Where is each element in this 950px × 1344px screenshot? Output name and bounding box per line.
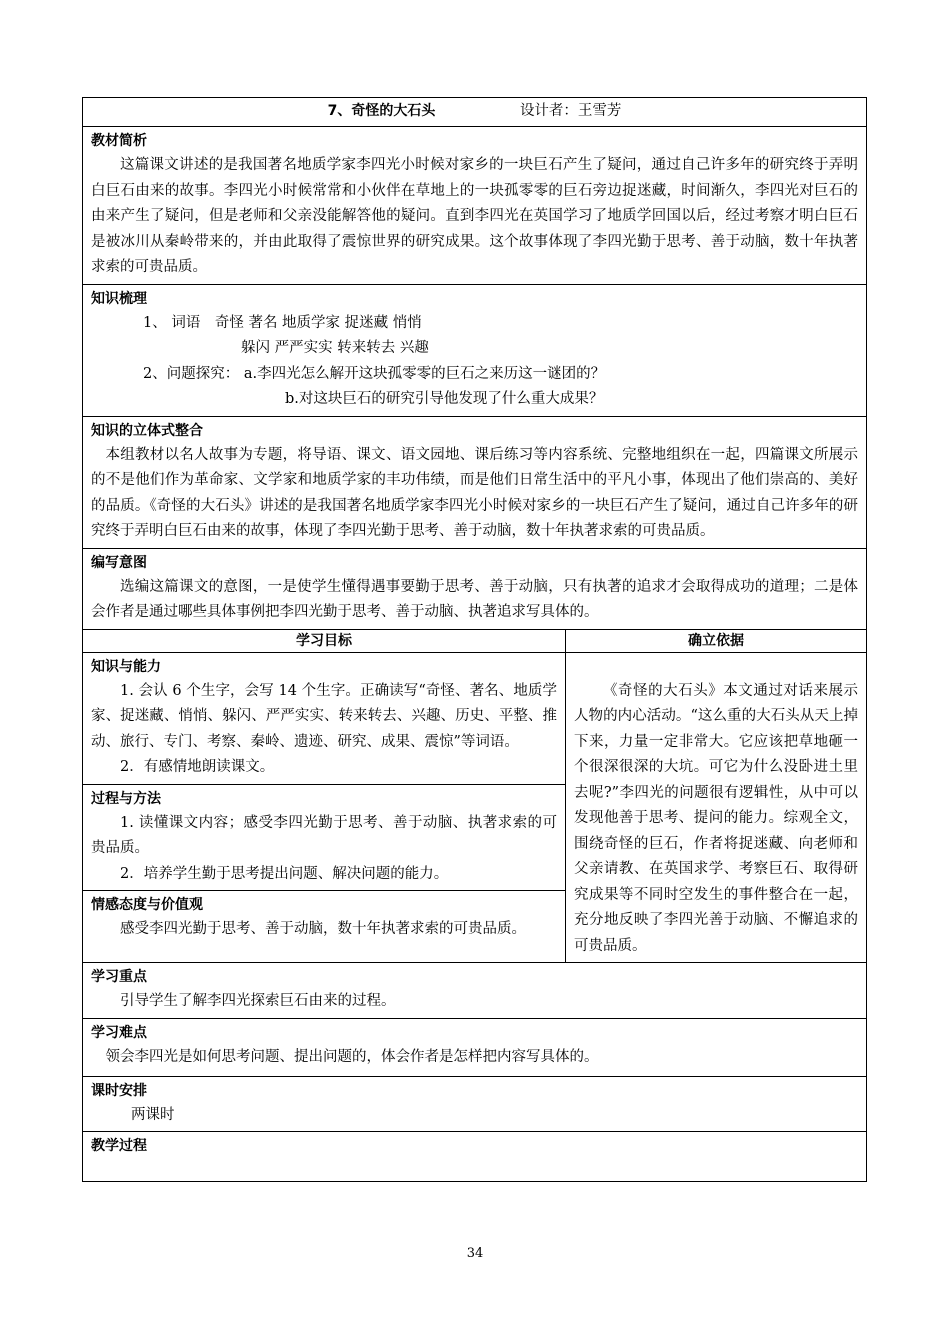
section-zhenghe [83,416,867,548]
basis-cell [566,652,867,963]
section-heading: 学习难点 [91,1024,147,1041]
goals-table [83,653,565,946]
lesson-title: 7、奇怪的大石头 [327,103,436,119]
section-heading: 知识梳理 [91,290,147,307]
section-keshi [83,1076,867,1132]
section-text: 这篇课文讲述的是我国著名地质学家李四光小时候对家乡的一块巨石产生了疑问，通过自己许多年的研究终于弄明白巨石由来的故事。李四光小时候常常和小伙伴在草地上的一块孤零零的巨石旁边捉迷藏，时间渐久，李四光对巨石的由来产生了疑问，但是老师和父亲没能解答他的疑问。直到李四光在英国学习了地质学回国以后，经过考察才明白巨石是被冰川从秦岭带来的，并由此取得了震惊世界的研究成果。这个故事体现了李四光勤于思考、善于动脑，数十年执著求索的可贵品质。 [91,157,859,275]
column-header-goals: 学习目标 [83,629,566,652]
section-text: 选编这篇课文的意图，一是使学生懂得遇事要勤于思考、善于动脑，只有执著的追求才会取得成功的道理；二是体会作者是通过哪些具体事例把李四光勤于思考、善于动脑、执著追求写具体的。 [91,578,859,620]
goals-row [83,652,867,963]
section-text: 本组教材以名人故事为专题，将导语、课文、语文园地、课后练习等内容系统、完整地组织在一起，四篇课文所展示的不是他们作为革命家、文学家和地质学家的丰功伟绩，而是他们日常生活中的平凡小事，体现出了他们崇高的、美好的品质。《奇怪的大石头》讲述的是我国著名地质学家李四光小时候对家乡的一块巨石产生了疑问，通过自己许多年的研究终于弄明白巨石由来的故事，体现了李四光勤于思考、善于动脑，数十年执著求索的可贵品质。 [91,446,859,539]
section-text: 领会李四光是如何思考问题、提出问题的，体会作者是怎样把内容写具体的。 [105,1048,599,1065]
lesson-plan-table [82,97,867,1182]
goal-text: 2．培养学生勤于思考提出问题、解决问题的能力。 [120,865,449,882]
goal-text: 感受李四光勤于思考、善于动脑，数十年执著求索的可贵品质。 [120,921,526,937]
section-yitu [83,548,867,629]
section-nandian [83,1018,867,1076]
vocab-line-1: 1、 词语 奇怪 著名 地质学家 捉迷藏 悄悄 [143,314,422,331]
basis-text: 《奇怪的大石头》本文通过对话来展示人物的内心活动。“这么重的大石头从天上掉下来，力量一定非常大。它应该把草地砸一个很深很深的大坑。可它为什么没卧进土里去呢?”李四光的问题很有逻辑性，从中可以发现他善于思考、提问的能力。综观全文，围绕奇怪的巨石，作者将捉迷藏、向老师和父亲请教、在英国求学、考察巨石、取得研究成果等不同时空发生的事件整合在一起，充分地反映了李四光善于动脑、不懈追求的可贵品质。 [574,682,859,954]
section-heading: 学习重点 [91,969,147,985]
question-line-2: b.对这块巨石的研究引导他发现了什么重大成果？ [285,391,604,407]
goal-qinggan [83,891,565,946]
goal-text: 1. 读懂课文内容；感受李四光勤于思考、善于动脑、执著求索的可贵品质。 [91,814,557,856]
section-text: 两课时 [131,1106,175,1123]
page-number: 34 [466,1246,484,1261]
section-jiaocai [83,127,867,285]
title-row [83,98,867,127]
goals-cell [83,652,566,963]
section-heading: 知识的立体式整合 [91,422,203,439]
section-heading: 教学过程 [91,1138,147,1154]
section-heading: 教材简析 [91,133,147,149]
section-text: 引导学生了解李四光探索巨石由来的过程。 [120,993,396,1009]
section-zhongdian [83,963,867,1019]
goal-heading: 情感态度与价值观 [91,897,203,913]
section-zhishi [83,284,867,416]
column-header-basis: 确立依据 [566,629,867,652]
goal-text: 1. 会认 6 个生字，会写 14 个生字。正确读写“奇怪、著名、地质学家、捉迷藏、悄悄、躲闪、严严实实、转来转去、兴趣、历史、平整、推动、旅行、专门、考察、秦岭、遗迹、研究、成果、震惊”等词语。 [91,682,557,750]
section-guocheng [83,1132,867,1182]
goal-fangfa [83,784,565,891]
designer: 设计者：王雪芳 [519,103,622,119]
question-line-1: 2、问题探究： a.李四光怎么解开这块孤零零的巨石之来历这一谜团的？ [143,365,606,382]
section-heading: 编写意图 [91,554,147,571]
goal-heading: 过程与方法 [91,790,161,807]
section-heading: 课时安排 [91,1082,147,1099]
column-headers [83,629,867,652]
goal-nengli [83,653,565,785]
vocab-line-2: 躲闪 严严实实 转来转去 兴趣 [241,340,429,356]
goal-heading: 知识与能力 [91,658,161,675]
goal-text: 2．有感情地朗读课文。 [120,759,275,775]
